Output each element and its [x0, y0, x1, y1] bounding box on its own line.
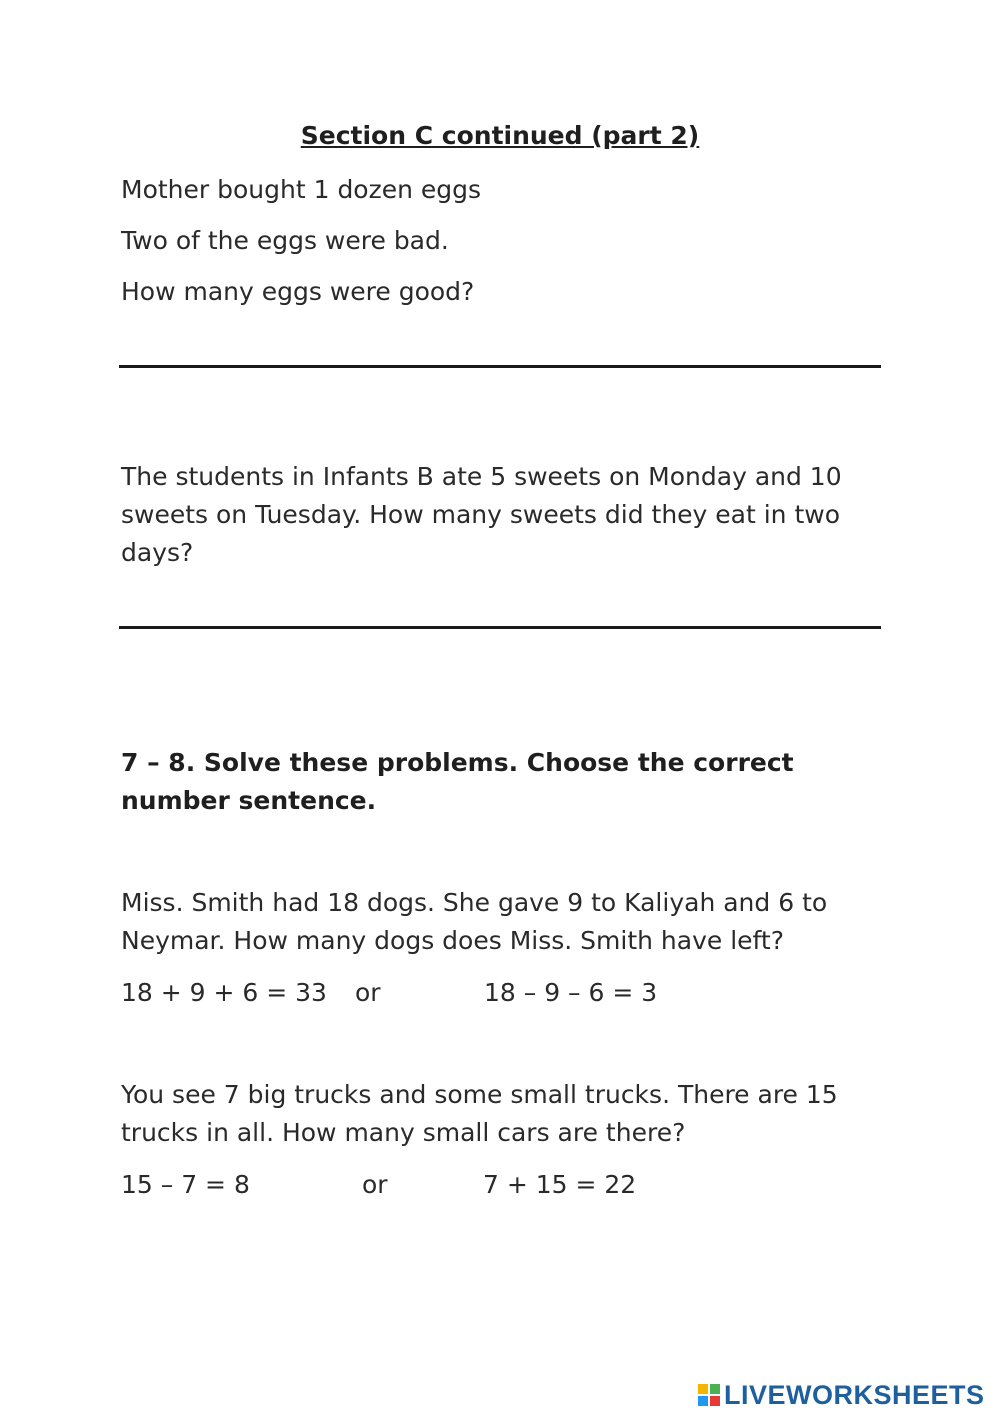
instruction-heading: 7 – 8. Solve these problems. Choose the correct number sentence. — [121, 748, 794, 815]
dogs-question: Miss. Smith had 18 dogs. She gave 9 to Kaliyah and 6 to Neymar. How many dogs does Miss. Smith have left? — [121, 888, 828, 955]
liveworksheets-logo — [698, 1377, 985, 1413]
eggs-line-2: Two of the eggs were bad. — [121, 226, 449, 255]
trucks-option-b: 7 + 15 = 22 — [483, 1170, 637, 1199]
section-title: Section C continued (part 2) — [300, 121, 700, 150]
trucks-question: You see 7 big trucks and some small trucks. There are 15 trucks in all. How many small cars are there? — [121, 1080, 838, 1147]
sweets-question: The students in Infants B ate 5 sweets on Monday and 10 sweets on Tuesday. How many sweets did they eat in two days? — [121, 462, 842, 567]
eggs-line-1: Mother bought 1 dozen eggs — [121, 175, 482, 204]
trucks-or: or — [362, 1170, 388, 1199]
dogs-option-b: 18 – 9 – 6 = 3 — [484, 978, 658, 1007]
logo-text: LIVEWORKSHEETS — [724, 1379, 985, 1410]
liveworksheets-logo-icon — [698, 1384, 720, 1406]
dogs-or: or — [355, 978, 381, 1007]
answer-line-sweets — [119, 626, 881, 629]
trucks-option-a: 15 – 7 = 8 — [121, 1170, 250, 1199]
answer-line-eggs — [119, 365, 881, 368]
eggs-line-3: How many eggs were good? — [121, 277, 475, 306]
dogs-option-a: 18 + 9 + 6 = 33 — [121, 978, 327, 1007]
